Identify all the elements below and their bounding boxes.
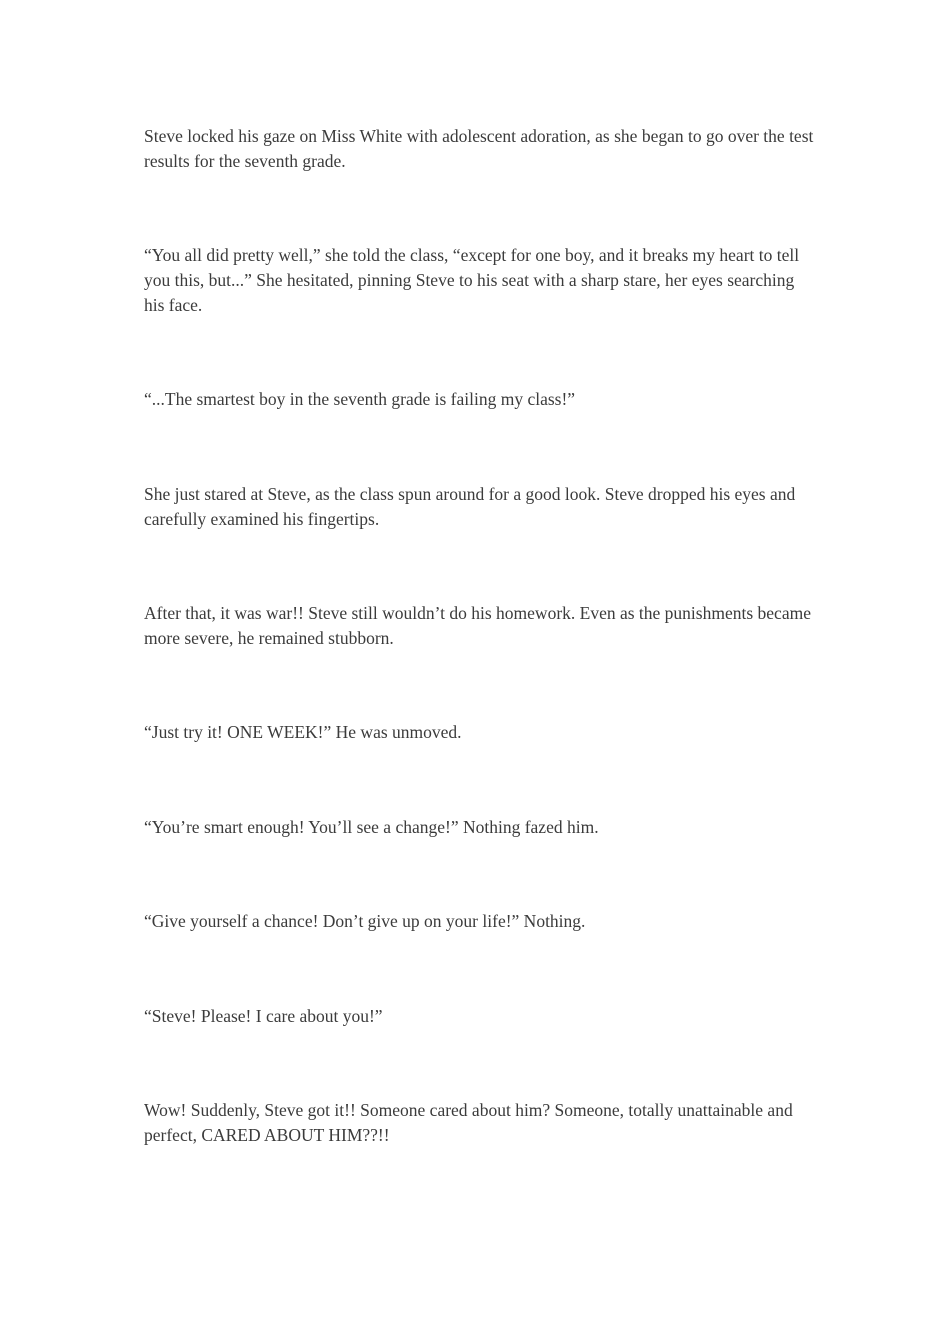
paragraph-4: She just stared at Steve, as the class spun around for a good look. Steve dropped his eyes and carefully examined his fingertips.	[144, 484, 796, 529]
paragraph-6: “Just try it! ONE WEEK!” He was unmoved.	[144, 722, 462, 742]
paragraph-10: Wow! Suddenly, Steve got it!! Someone cared about him? Someone, totally unattainable and perfect, CARED ABOUT HIM??!!	[144, 1100, 793, 1145]
paragraph-9: “Steve! Please! I care about you!”	[144, 1006, 383, 1026]
paragraph-1: Steve locked his gaze on Miss White with adolescent adoration, as she began to go over the test results for the seventh grade.	[144, 126, 814, 171]
paragraph-5: After that, it was war!! Steve still wouldn’t do his homework. Even as the punishments became more severe, he remained stubborn.	[144, 603, 811, 648]
paragraph-8: “Give yourself a chance! Don’t give up on your life!” Nothing.	[144, 911, 586, 931]
paragraph-7: “You’re smart enough! You’ll see a change!” Nothing fazed him.	[144, 817, 599, 837]
paragraph-2: “You all did pretty well,” she told the class, “except for one boy, and it breaks my heart to tell you this, but...” She hesitated, pinning Steve to his seat with a sharp stare, her eyes searching his face.	[144, 245, 800, 315]
paragraph-3: “...The smartest boy in the seventh grade is failing my class!”	[144, 389, 576, 409]
